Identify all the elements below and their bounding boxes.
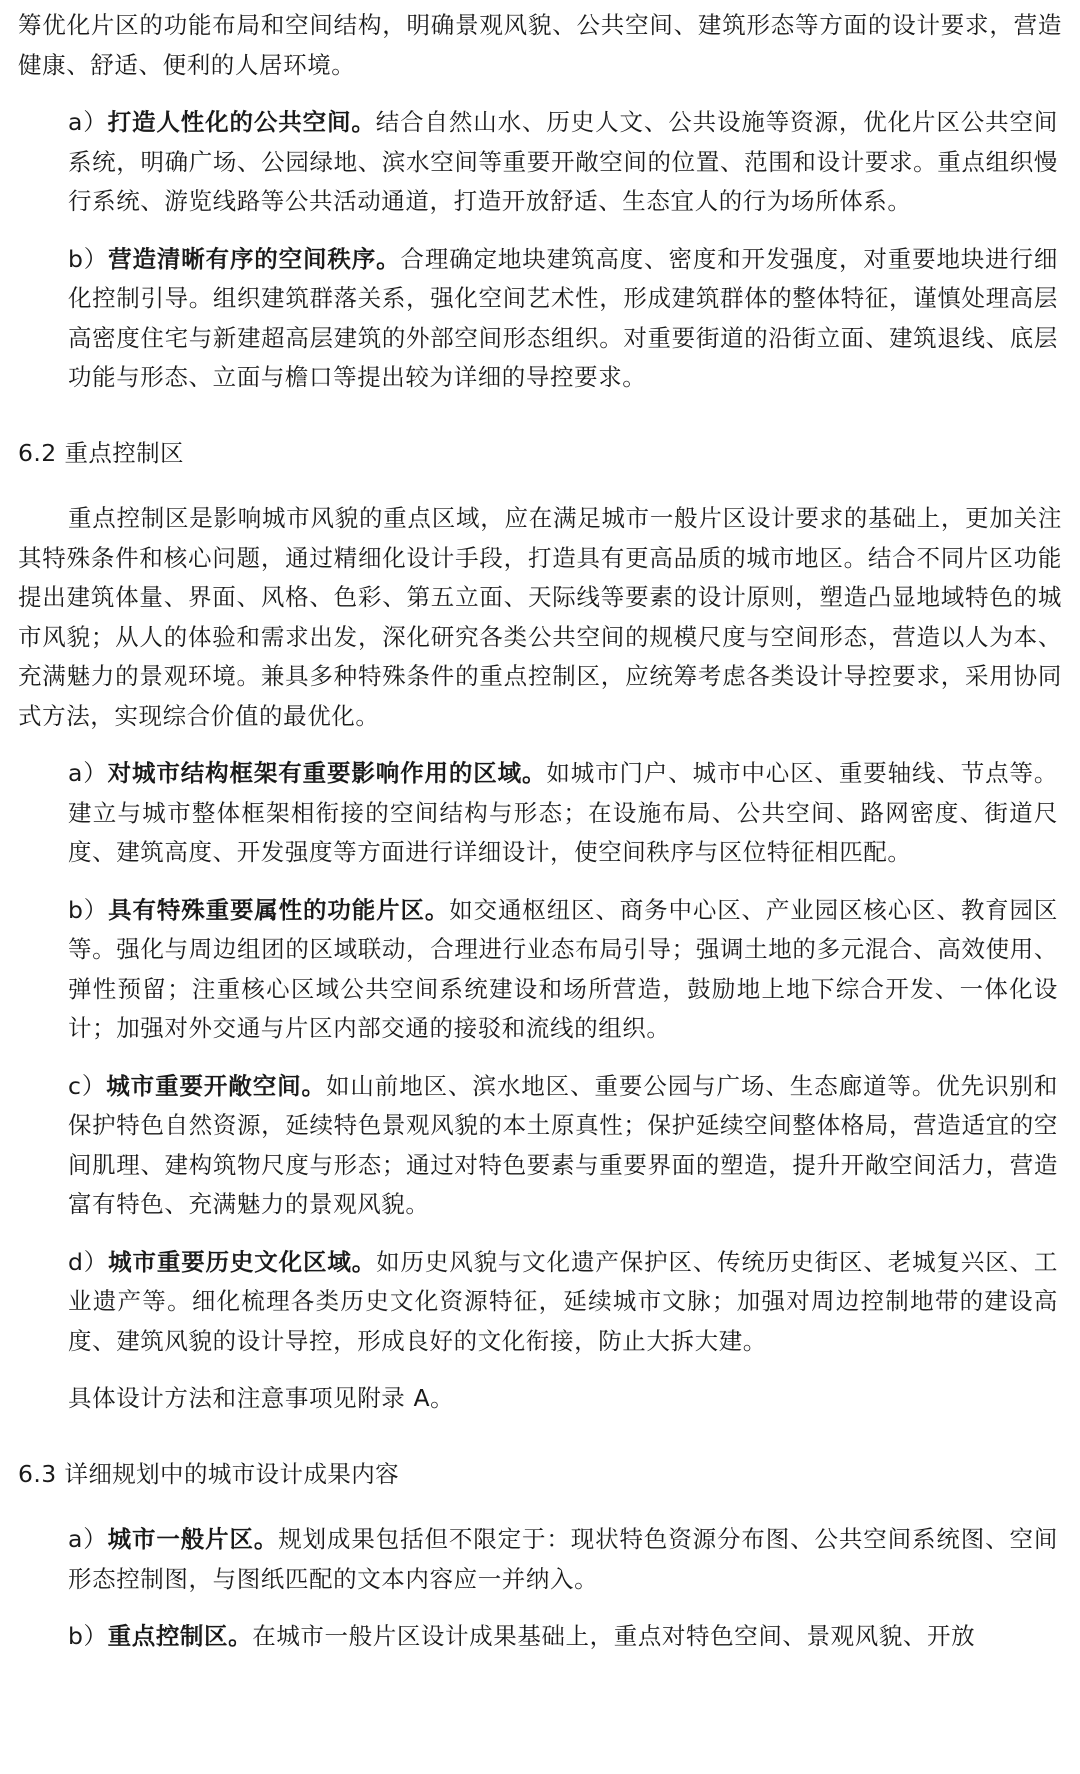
item-marker: b） bbox=[68, 244, 109, 273]
item-title: 对城市结构框架有重要影响作用的区域。 bbox=[107, 759, 547, 787]
item-marker: d） bbox=[68, 1247, 109, 1276]
item-text: 在城市一般片区设计成果基础上，重点对特色空间、景观风貌、开放 bbox=[252, 1622, 976, 1650]
general-item-b bbox=[18, 240, 1062, 398]
item-title: 城市重要开敞空间。 bbox=[106, 1071, 326, 1100]
section-6-2-paragraph: 重点控制区是影响城市风貌的重点区域，应在满足城市一般片区设计要求的基础上，更加关注其特殊条件和核心问题，通过精细化设计手段，打造具有更高品质的城市地区。结合不同片区功能提出建筑体量、界面、风格、色彩、第五立面、天际线等要素的设计原则，塑造凸显地域特色的城市风貌；从人的体验和需求出发，深化研究各类公共空间的规模尺度与空间形态，营造以人为本、充满魅力的景观环境。兼具多种特殊条件的重点控制区，应统筹考虑各类设计导控要求，采用协同式方法，实现综合价值的最优化。 bbox=[18, 504, 1062, 730]
item-marker: a） bbox=[68, 108, 108, 136]
intro-paragraph: 筹优化片区的功能布局和空间结构，明确景观风貌、公共空间、建筑形态等方面的设计要求，营造健康、舒适、便利的人居环境。 bbox=[18, 11, 1062, 79]
item-marker: c） bbox=[68, 1071, 107, 1100]
key-item-d bbox=[18, 1243, 1062, 1362]
item-text: 规划成果包括但不限定于：现状特色资源分布图、公共空间系统图、空间形态控制图，与图纸匹配的文本内容应一并纳入。 bbox=[68, 1525, 1058, 1593]
item-title: 打造人性化的公共空间。 bbox=[107, 108, 376, 136]
output-item-b bbox=[18, 1617, 1062, 1657]
item-text: 如山前地区、滨水地区、重要公园与广场、生态廊道等。优先识别和保护特色自然资源，延续特色景观风貌的本土原真性；保护延续空间整体格局，营造适宜的空间肌理、建构筑物尺度与形态；通过对特色要素与重要界面的塑造，提升开敞空间活力，营造富有特色、充满魅力的景观风貌。 bbox=[68, 1071, 1059, 1218]
item-marker: a） bbox=[68, 759, 108, 787]
key-item-a bbox=[18, 754, 1062, 873]
item-text: 如历史风貌与文化遗产保护区、传统历史街区、老城复兴区、工业遗产等。细化梳理各类历史文化资源特征，延续城市文脉；加强对周边控制地带的建设高度、建筑风貌的设计导控，形成良好的文化衔接，防止大拆大建。 bbox=[68, 1247, 1058, 1355]
item-marker: a） bbox=[68, 1525, 108, 1553]
item-title: 城市重要历史文化区域。 bbox=[108, 1247, 377, 1276]
item-title: 重点控制区。 bbox=[107, 1622, 253, 1650]
item-title: 具有特殊重要属性的功能片区。 bbox=[108, 895, 450, 924]
section-heading-6-2: 6.2 重点控制区 bbox=[18, 438, 184, 467]
key-item-c bbox=[18, 1067, 1062, 1225]
output-item-a bbox=[18, 1520, 1062, 1599]
item-marker: b） bbox=[68, 1622, 108, 1650]
section-heading-6-3: 6.3 详细规划中的城市设计成果内容 bbox=[18, 1459, 400, 1488]
item-text: 合理确定地块建筑高度、密度和开发强度，对重要地块进行细化控制引导。组织建筑群落关系，强化空间艺术性，形成建筑群体的整体特征，谨慎处理高层高密度住宅与新建超高层建筑的外部空间形态组织。对重要街道的沿街立面、建筑退线、底层功能与形态、立面与檐口等提出较为详细的导控要求。 bbox=[68, 244, 1058, 391]
item-text: 结合自然山水、历史人文、公共设施等资源，优化片区公共空间系统，明确广场、公园绿地、滨水空间等重要开敞空间的位置、范围和设计要求。重点组织慢行系统、游览线路等公共活动通道，打造开放舒适、生态宜人的行为场所体系。 bbox=[68, 108, 1058, 215]
item-text: 如交通枢纽区、商务中心区、产业园区核心区、教育园区等。强化与周边组团的区域联动，合理进行业态布局引导；强调土地的多元混合、高效使用、弹性预留；注重核心区域公共空间系统建设和场所营造，鼓励地上地下综合开发、一体化设计；加强对外交通与片区内部交通的接驳和流线的组织。 bbox=[68, 895, 1058, 1042]
item-marker: b） bbox=[68, 895, 109, 924]
item-text: 如城市门户、城市中心区、重要轴线、节点等。建立与城市整体框架相衔接的空间结构与形态；在设施布局、公共空间、路网密度、街道尺度、建筑高度、开发强度等方面进行详细设计，使空间秩序与区位特征相匹配。 bbox=[68, 759, 1058, 866]
item-title: 营造清晰有序的空间秩序。 bbox=[108, 244, 401, 273]
general-item-a bbox=[18, 103, 1062, 222]
item-title: 城市一般片区。 bbox=[107, 1525, 279, 1553]
appendix-note: 具体设计方法和注意事项见附录 A。 bbox=[68, 1384, 455, 1412]
key-item-b bbox=[18, 891, 1062, 1049]
